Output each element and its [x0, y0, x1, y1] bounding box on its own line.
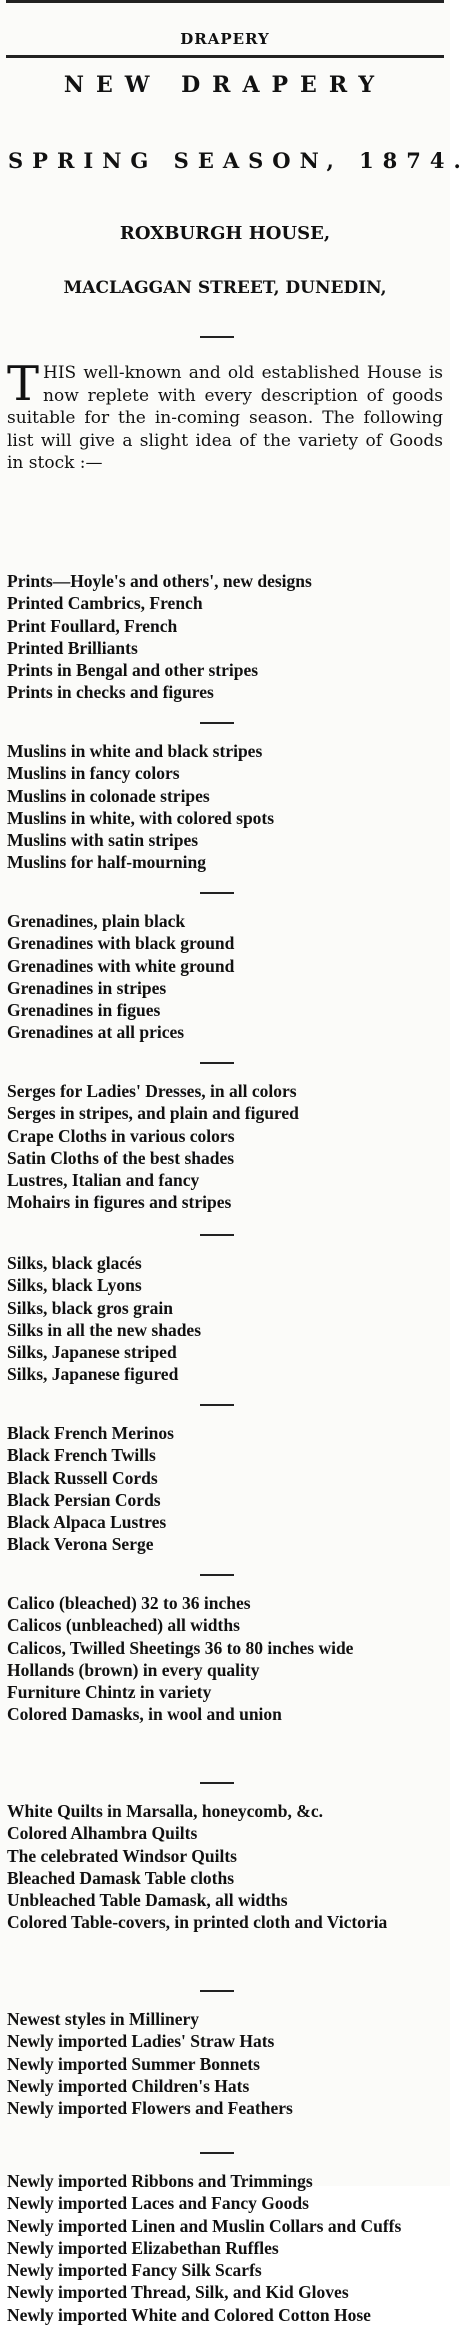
goods-item: Newly imported Children's Hats	[7, 2075, 250, 2096]
goods-group	[7, 2170, 445, 2326]
intro-text: HIS well-known and old established House is now replete with every description of goods suitable for the in-coming season. The following list will give a slight idea of the variety of Goods in stock :—	[7, 363, 443, 473]
goods-item: Muslins in white and black stripes	[7, 741, 263, 761]
goods-item: Grenadines at all prices	[7, 1022, 185, 1043]
goods-item: Print Foullard, French	[7, 615, 178, 636]
store-name: ROXBURGH HOUSE,	[119, 223, 331, 244]
goods-item: Mohairs in figures and stripes	[7, 1192, 232, 1213]
goods-item: Silks, Japanese figured	[7, 1364, 179, 1385]
goods-group	[7, 1592, 445, 1726]
goods-item: Silks, black Lyons	[7, 1275, 142, 1296]
goods-item: Silks in all the new shades	[7, 1319, 202, 1340]
goods-group	[7, 910, 445, 1044]
goods-item: Black Verona Serge	[7, 1534, 154, 1555]
goods-item: Calico (bleached) 32 to 36 inches	[7, 1593, 251, 1613]
goods-item: Furniture Chintz in variety	[7, 1682, 212, 1703]
goods-item: Bleached Damask Table cloths	[7, 1867, 235, 1888]
divider-rule	[200, 1990, 234, 1992]
store-address: MACLAGGAN STREET, DUNEDIN,	[63, 278, 387, 298]
heading-rule	[6, 55, 444, 58]
goods-item: Prints—Hoyle's and others', new designs	[7, 571, 312, 591]
goods-item: Colored Alhambra Quilts	[7, 1823, 198, 1844]
goods-item: Calicos, Twilled Sheetings 36 to 80 inches wide	[7, 1637, 354, 1658]
goods-item: Muslins in fancy colors	[7, 763, 180, 784]
goods-item: Lustres, Italian and fancy	[7, 1170, 200, 1191]
goods-item: Hollands (brown) in every quality	[7, 1659, 260, 1680]
goods-item: Black French Merinos	[7, 1423, 174, 1443]
goods-item: Newly imported Summer Bonnets	[7, 2053, 260, 2074]
goods-group	[7, 1252, 445, 1386]
goods-item: Newly imported Ladies' Straw Hats	[7, 2031, 275, 2052]
goods-item: Silks, Japanese striped	[7, 1342, 177, 1363]
goods-item: Newly imported Linen and Muslin Collars and Cuffs	[7, 2215, 402, 2236]
goods-item: Muslins in white, with colored spots	[7, 807, 275, 828]
goods-item: Newly imported Ribbons and Trimmings	[7, 2171, 313, 2191]
goods-item: The celebrated Windsor Quilts	[7, 1845, 237, 1866]
goods-item: Newly imported White and Colored Cotton Hose	[7, 2304, 371, 2325]
goods-item: Silks, black glacés	[7, 1253, 142, 1273]
goods-item: Grenadines, plain black	[7, 911, 186, 931]
goods-item: Prints in Bengal and other stripes	[7, 660, 259, 681]
goods-item: Black Russell Cords	[7, 1467, 158, 1488]
goods-group	[7, 1800, 445, 1934]
goods-group	[7, 1422, 445, 1556]
goods-item: Printed Brilliants	[7, 637, 138, 658]
season-line: SPRING SEASON, 1874.	[8, 148, 470, 173]
goods-group	[7, 740, 445, 874]
goods-item: Crape Cloths in various colors	[7, 1125, 235, 1146]
goods-item: Serges for Ladies' Dresses, in all colors	[7, 1081, 297, 1101]
drop-cap: T	[7, 356, 40, 412]
divider-rule	[200, 722, 234, 724]
goods-item: Black French Twills	[7, 1445, 156, 1466]
goods-item: Printed Cambrics, French	[7, 593, 203, 614]
goods-item: Muslins for half-mourning	[7, 852, 207, 873]
intro-paragraph	[7, 356, 443, 475]
goods-item: Grenadines with black ground	[7, 933, 235, 954]
goods-item: Newly imported Fancy Silk Scarfs	[7, 2260, 262, 2281]
goods-item: Newly imported Thread, Silk, and Kid Gloves	[7, 2282, 349, 2303]
divider-rule	[200, 1574, 234, 1576]
goods-item: Colored Table-covers, in printed cloth and Victoria	[7, 1912, 388, 1933]
goods-item: Serges in stripes, and plain and figured	[7, 1103, 299, 1124]
goods-item: Calicos (unbleached) all widths	[7, 1615, 240, 1636]
masthead-title: NEW DRAPERY	[63, 72, 387, 98]
goods-item: Newest styles in Millinery	[7, 2009, 199, 2029]
divider-rule	[200, 1782, 234, 1784]
divider-rule	[200, 336, 234, 338]
divider-rule	[200, 892, 234, 894]
goods-item: Black Persian Cords	[7, 1489, 161, 1510]
goods-item: Satin Cloths of the best shades	[7, 1147, 235, 1168]
goods-item: Muslins in colonade stripes	[7, 785, 210, 806]
goods-group	[7, 1080, 445, 1214]
goods-item: Newly imported Elizabethan Ruffles	[7, 2237, 279, 2258]
goods-item: Muslins with satin stripes	[7, 830, 199, 851]
divider-rule	[200, 1062, 234, 1064]
goods-group	[7, 570, 445, 704]
divider-rule	[200, 1404, 234, 1406]
goods-item: Prints in checks and figures	[7, 682, 214, 703]
goods-item: Grenadines in figues	[7, 1000, 161, 1021]
goods-item: White Quilts in Marsalla, honeycomb, &c.	[7, 1801, 323, 1821]
section-heading: DRAPERY	[180, 30, 270, 48]
divider-rule	[200, 1234, 234, 1236]
goods-item: Newly imported Flowers and Feathers	[7, 2098, 293, 2119]
goods-item: Silks, black gros grain	[7, 1297, 173, 1318]
goods-item: Newly imported Laces and Fancy Goods	[7, 2193, 309, 2214]
goods-item: Grenadines in stripes	[7, 977, 167, 998]
goods-group	[7, 2008, 445, 2119]
top-rule	[6, 0, 444, 3]
goods-item: Colored Damasks, in wool and union	[7, 1704, 282, 1725]
goods-item: Black Alpaca Lustres	[7, 1512, 167, 1533]
divider-rule	[200, 2152, 234, 2154]
goods-item: Grenadines with white ground	[7, 955, 235, 976]
goods-item: Unbleached Table Damask, all widths	[7, 1890, 288, 1911]
